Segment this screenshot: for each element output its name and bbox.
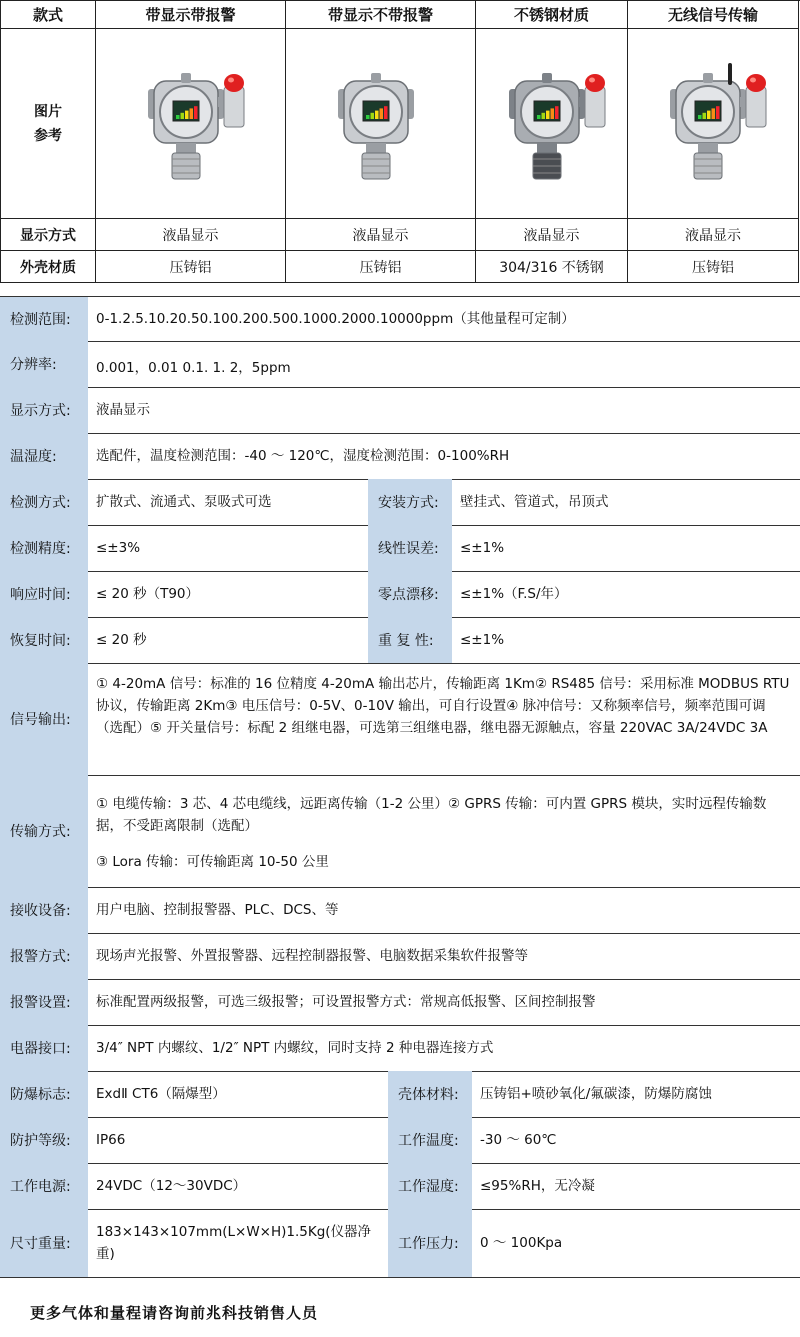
product-image-cell (628, 29, 799, 219)
spec-value: ① 电缆传输：3 芯、4 芯电缆线，远距离传输（1-2 公里）② GPRS 传输：可内置 GPRS 模块，实时远程传输数据，不受距离限制（选配） (96, 796, 767, 834)
lcd-bar (546, 110, 550, 118)
housing-value: 304/316 不锈钢 (499, 259, 604, 276)
spec-row-transfer (0, 775, 800, 888)
display-label: 显示方式 (20, 227, 76, 244)
sensor-neck (366, 143, 386, 153)
sensor-neck (698, 143, 718, 153)
product-image (648, 59, 778, 189)
spec-value: 液晶显示 (96, 402, 150, 418)
spec-value: 用户电脑、控制报警器、PLC、DCS、等 (96, 902, 339, 918)
image-label-line2: 参考 (34, 127, 62, 144)
spec-value: 0.001，0.01 0.1. 1. 2，5ppm (96, 360, 291, 376)
spec-label: 信号输出: (0, 663, 88, 775)
lcd-bar (379, 108, 383, 119)
lcd-bar (716, 106, 720, 119)
spec-label: 传输方式: (0, 775, 88, 887)
spec-label: 电器接口: (0, 1025, 88, 1071)
model-name-cell (286, 1, 476, 29)
lcd-bar (180, 112, 184, 118)
antenna (728, 63, 732, 85)
spec-label: 报警方式: (0, 933, 88, 979)
spec-value: 扩散式、流通式、泵吸式可选 (96, 494, 272, 510)
spec-row-range (0, 297, 800, 342)
display-value-cell (286, 219, 476, 251)
housing-value-cell (628, 251, 799, 283)
lcd-bar (550, 108, 554, 119)
spec-row-alarm-mode (0, 933, 800, 980)
spec-label: 防爆标志: (0, 1071, 88, 1117)
lcd-bar (712, 108, 716, 119)
spec-label: 接收设备: (0, 887, 88, 933)
spec-value: ≤±1% (460, 632, 505, 648)
spec-row-humidity (0, 433, 800, 480)
spec-label: 工作电源: (0, 1163, 88, 1209)
model-name-cell (476, 1, 628, 29)
spec-value: ≤±3% (96, 540, 141, 556)
spec-row-display (0, 387, 800, 434)
spec-row-alarm-set (0, 979, 800, 1026)
model-comparison-table (0, 0, 800, 283)
spec-value: -30 ～ 60℃ (480, 1132, 557, 1148)
housing-label-cell (1, 251, 96, 283)
model-name: 不锈钢材质 (513, 6, 589, 24)
lcd-bar (375, 110, 379, 118)
product-image (487, 59, 617, 189)
alarm-lamp-highlight (228, 77, 234, 82)
housing-value: 压铸铝 (692, 259, 734, 276)
spec-row-power (0, 1163, 800, 1210)
spec-value: 3/4″ NPT 内螺纹、1/2″ NPT 内螺纹，同时支持 2 种电器连接方式 (96, 1040, 494, 1056)
spec-label: 安装方式: (368, 479, 452, 525)
spec-value: ≤±1%（F.S/年） (460, 586, 568, 602)
spec-label: 响应时间: (0, 571, 88, 617)
spec-value: 183×143×107mm(L×W×H)1.5Kg(仪器净重) (96, 1224, 372, 1262)
top-knob (371, 73, 381, 83)
spec-label: 检测精度: (0, 525, 88, 571)
spec-label: 尺寸重量: (0, 1209, 88, 1277)
model-name-cell (628, 1, 799, 29)
spec-row-interface (0, 1025, 800, 1072)
spec-row-ex (0, 1071, 800, 1118)
product-image (316, 59, 446, 189)
top-knob (181, 73, 191, 83)
alarm-body (585, 87, 605, 127)
lcd-bar (555, 106, 559, 119)
sensor-neck (176, 143, 196, 153)
product-image (126, 59, 256, 189)
display-value-cell (96, 219, 286, 251)
model-name: 无线信号传输 (667, 6, 758, 24)
lcd-bar (384, 106, 388, 119)
model-name: 带显示不带报警 (327, 6, 433, 24)
spec-value: 现场声光报警、外置报警器、远程控制器报警、电脑数据采集软件报警等 (96, 948, 528, 964)
spec-value: 标准配置两级报警，可选三级报警；可设置报警方式：常规高低报警、区间控制报警 (96, 994, 596, 1010)
spec-label: 工作温度: (388, 1117, 472, 1163)
top-knob (703, 73, 713, 83)
spec-value: ① 4-20mA 信号：标准的 16 位精度 4-20mA 输出芯片，传输距离 1Km② RS485 信号：采用标准 MODBUS RTU 协议，传输距离 2Km③ 电压信号：0-5V、0-10V 输出，可自行设置④ 脉冲信号：又称频率信号，频率范围可调（选配）⑤ 开关量信号：标配 2 组继电器，可选第三组继电器，继电器无源触点，容量 220VAC 3A/24VDC 3A (96, 676, 790, 736)
spec-label: 线性误差: (368, 525, 452, 571)
housing-label: 外壳材质 (20, 259, 76, 276)
spec-table (0, 296, 800, 1282)
spec-label: 工作湿度: (388, 1163, 472, 1209)
top-knob (542, 73, 552, 83)
image-label-cell (1, 29, 96, 219)
alarm-body (224, 87, 244, 127)
spec-label: 分辨率: (0, 341, 88, 387)
spec-value: ≤ 20 秒 (96, 632, 147, 648)
product-image-cell (286, 29, 476, 219)
display-value: 液晶显示 (162, 227, 219, 244)
sensor-neck (537, 143, 557, 153)
spec-label: 重 复 性: (368, 617, 452, 663)
display-value: 液晶显示 (523, 227, 580, 244)
spec-label: 检测方式: (0, 479, 88, 525)
display-label-cell (1, 219, 96, 251)
alarm-lamp-highlight (589, 77, 595, 82)
lcd-bar (194, 106, 198, 119)
image-label-line1: 图片 (34, 103, 62, 120)
spec-label: 检测范围: (0, 297, 88, 341)
alarm-lamp (224, 74, 244, 92)
spec-value: ≤±1% (460, 540, 505, 556)
alarm-lamp (746, 74, 766, 92)
spec-value: ≤ 20 秒（T90） (96, 586, 199, 602)
spec-value: 壁挂式、管道式，吊顶式 (460, 494, 609, 510)
spec-label: 零点漂移: (368, 571, 452, 617)
housing-value-cell (476, 251, 628, 283)
lcd-bar (698, 115, 702, 119)
spec-value: 0-1.2.5.10.20.50.100.200.500.1000.2000.10000ppm（其他量程可定制） (96, 311, 575, 327)
display-value: 液晶显示 (352, 227, 409, 244)
lcd-bar (537, 115, 541, 119)
lcd-bar (707, 110, 711, 118)
lcd-bar (176, 115, 180, 119)
housing-value-cell (286, 251, 476, 283)
spec-value: ≤95%RH，无冷凝 (480, 1178, 595, 1194)
footer-note: 更多气体和量程请咨询前兆科技销售人员 (30, 1304, 319, 1322)
housing-value: 压铸铝 (359, 259, 402, 276)
spec-value: ③ Lora 传输：可传输距离 10-50 公里 (96, 854, 329, 870)
spec-value: 24VDC（12～30VDC） (96, 1178, 247, 1194)
spec-label: 报警设置: (0, 979, 88, 1025)
header-label-cell (1, 1, 96, 29)
spec-label: 显示方式: (0, 387, 88, 433)
lcd-bar (189, 108, 193, 119)
spec-row-ip (0, 1117, 800, 1164)
spec-label: 恢复时间: (0, 617, 88, 663)
display-value-cell (476, 219, 628, 251)
spec-label: 壳体材料: (388, 1071, 472, 1117)
spec-row-recovery (0, 617, 800, 664)
spec-row-size (0, 1209, 800, 1278)
display-value: 液晶显示 (685, 227, 741, 244)
lcd-bar (185, 110, 189, 118)
alarm-lamp-highlight (750, 77, 756, 82)
spec-row-method (0, 479, 800, 526)
housing-value-cell (96, 251, 286, 283)
spec-value: 压铸铝+喷砂氧化/氟碳漆，防爆防腐蚀 (480, 1086, 712, 1102)
lcd-bar (703, 112, 707, 118)
spec-row-signal (0, 663, 800, 776)
product-image-cell (96, 29, 286, 219)
spec-row-response (0, 571, 800, 618)
alarm-lamp (585, 74, 605, 92)
display-value-cell (628, 219, 799, 251)
lcd-bar (541, 112, 545, 118)
lcd-bar (366, 115, 370, 119)
spec-value: 选配件，温度检测范围：-40 ～ 120℃，湿度检测范围：0-100%RH (96, 448, 510, 464)
spec-label: 温湿度: (0, 433, 88, 479)
header-label: 款式 (32, 6, 63, 24)
spec-row-resolution (0, 341, 800, 388)
spec-row-accuracy (0, 525, 800, 572)
spec-row-receiver (0, 887, 800, 934)
lcd-bar (370, 112, 374, 118)
spec-label: 防护等级: (0, 1117, 88, 1163)
model-name: 带显示带报警 (145, 6, 236, 24)
spec-value: 0 ～ 100Kpa (480, 1235, 563, 1251)
product-image-cell (476, 29, 628, 219)
spec-value: IP66 (96, 1132, 126, 1148)
housing-value: 压铸铝 (169, 259, 212, 276)
spec-label: 工作压力: (388, 1209, 472, 1277)
spec-value: ExdⅡ CT6（隔爆型） (96, 1086, 226, 1102)
model-name-cell (96, 1, 286, 29)
alarm-body (746, 87, 766, 127)
